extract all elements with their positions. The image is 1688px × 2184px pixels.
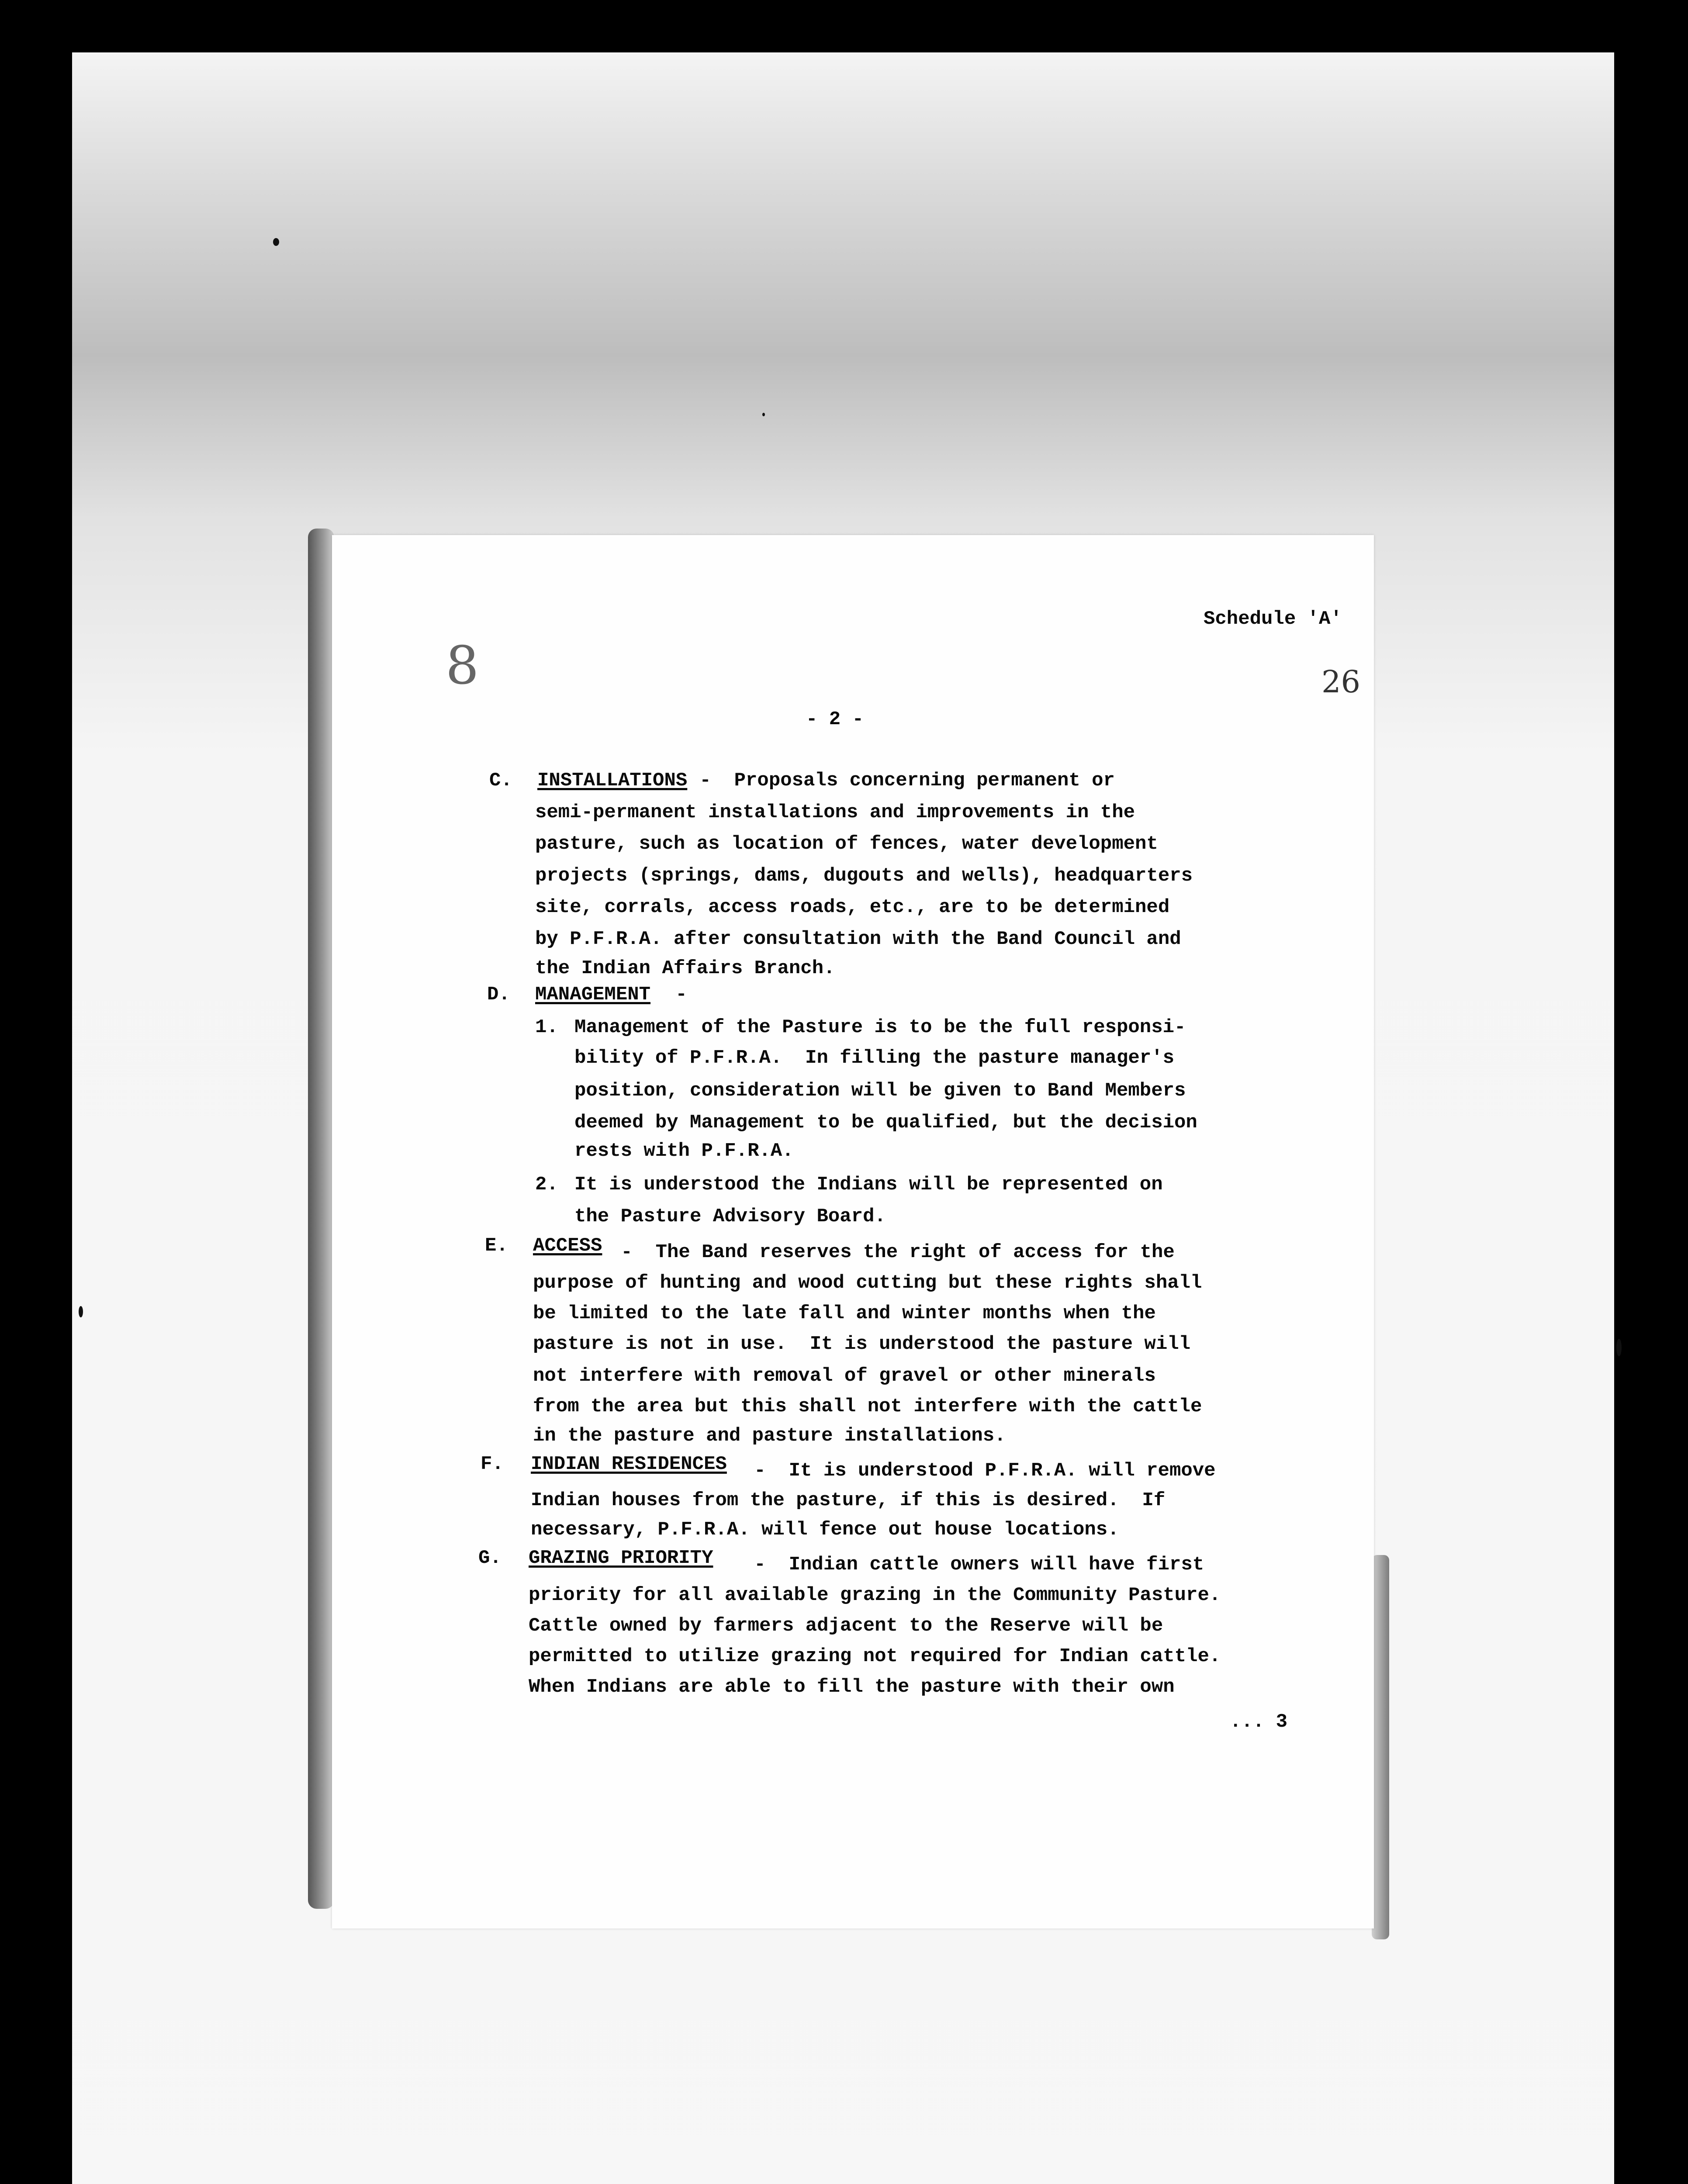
- schedule-label: Schedule 'A': [1204, 608, 1342, 630]
- section-g-line: - Indian cattle owners will have first: [743, 1554, 1204, 1576]
- section-c-line: by P.F.R.A. after consultation with the Band Council and: [535, 928, 1181, 950]
- section-c-line: the Indian Affairs Branch.: [535, 957, 835, 979]
- section-c-line: site, corrals, access roads, etc., are to be determined: [535, 896, 1170, 918]
- section-d-item-line: rests with P.F.R.A.: [574, 1140, 794, 1162]
- section-e-line: pasture is not in use. It is understood the pasture will: [533, 1333, 1191, 1355]
- dust-speck: [1616, 1339, 1622, 1356]
- section-g-line: When Indians are able to fill the pasture with their own: [529, 1676, 1175, 1698]
- dust-speck: [762, 413, 765, 416]
- section-d-item-line: bility of P.F.R.A. In filling the pasture manager's: [574, 1047, 1175, 1069]
- section-d-item-number: 2.: [535, 1174, 558, 1196]
- section-f-heading: INDIAN RESIDENCES: [531, 1453, 727, 1475]
- section-g-heading: GRAZING PRIORITY: [529, 1547, 713, 1569]
- document-page: [332, 535, 1374, 1928]
- section-d-item-line: position, consideration will be given to Band Members: [574, 1080, 1186, 1102]
- section-d-item-line: deemed by Management to be qualified, but the decision: [574, 1112, 1197, 1133]
- dust-speck: [79, 1306, 83, 1317]
- section-f-letter: F.: [481, 1453, 504, 1475]
- section-c-line: - Proposals concerning permanent or: [688, 770, 1115, 791]
- section-c-line: pasture, such as location of fences, water development: [535, 833, 1158, 855]
- section-d-heading: MANAGEMENT: [535, 984, 651, 1006]
- section-e-letter: E.: [485, 1235, 508, 1257]
- section-d-letter: D.: [487, 984, 510, 1006]
- section-d-item-line: It is understood the Indians will be represented on: [574, 1174, 1163, 1196]
- section-d-item-number: 1.: [535, 1016, 558, 1038]
- handwritten-mark: 8: [446, 636, 479, 696]
- section-c-letter: C.: [489, 770, 512, 791]
- section-f-line: - It is understood P.F.R.A. will remove: [743, 1460, 1216, 1482]
- section-g-line: Cattle owned by farmers adjacent to the Reserve will be: [529, 1615, 1163, 1637]
- section-e-line: - The Band reserves the right of access for the: [609, 1241, 1175, 1263]
- section-f-line: Indian houses from the pasture, if this is desired. If: [531, 1489, 1166, 1511]
- section-g-letter: G.: [478, 1547, 502, 1569]
- section-e-heading: ACCESS: [533, 1235, 602, 1257]
- section-d-item-line: the Pasture Advisory Board.: [574, 1206, 886, 1227]
- section-e-line: be limited to the late fall and winter months when the: [533, 1303, 1156, 1324]
- section-e-line: purpose of hunting and wood cutting but these rights shall: [533, 1272, 1202, 1294]
- section-e-line: in the pasture and pasture installations.: [533, 1425, 1006, 1447]
- section-c-heading: INSTALLATIONS: [537, 770, 688, 791]
- section-c-line: semi-permanent installations and improvements in the: [535, 802, 1135, 823]
- page-edge-shadow-left: [308, 529, 334, 1909]
- section-g-line: permitted to utilize grazing not required for Indian cattle.: [529, 1645, 1221, 1667]
- section-g-line: priority for all available grazing in the Community Pasture.: [529, 1584, 1221, 1606]
- section-d-dash: -: [664, 984, 687, 1006]
- page-number: - 2 -: [806, 708, 864, 730]
- section-e-line: from the area but this shall not interfere with the cattle: [533, 1396, 1202, 1417]
- page-stamp-number: 26: [1321, 664, 1361, 700]
- dust-speck: [273, 238, 279, 246]
- page-edge-shadow-right: [1372, 1555, 1389, 1939]
- section-f-line: necessary, P.F.R.A. will fence out house locations.: [531, 1519, 1119, 1541]
- continuation-marker: ... 3: [1230, 1711, 1288, 1733]
- section-c-line: projects (springs, dams, dugouts and wells), headquarters: [535, 865, 1193, 887]
- section-e-line: not interfere with removal of gravel or other minerals: [533, 1365, 1156, 1387]
- section-d-item-line: Management of the Pasture is to be the full responsi-: [574, 1016, 1186, 1038]
